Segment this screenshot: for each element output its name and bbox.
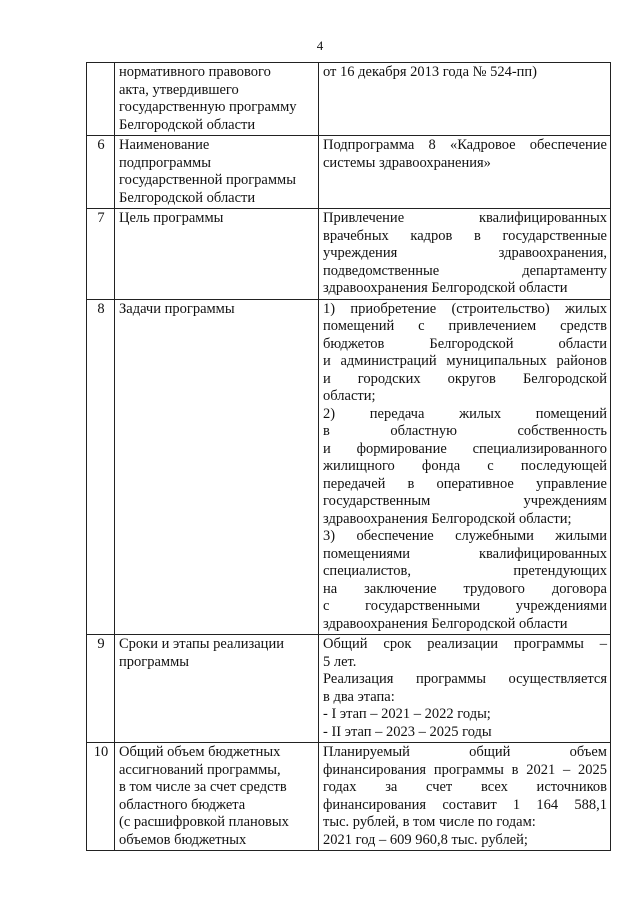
row-value-line: 1) приобретение (строительство) жилых	[323, 300, 607, 317]
row-value-line: с государственными учреждениями	[323, 598, 607, 614]
row-number: 10	[87, 743, 115, 851]
row-value-line: в областную собственность	[323, 423, 607, 439]
row-name-line: программы	[119, 653, 189, 670]
row-value	[319, 63, 611, 136]
row-name-line: государственную программу	[119, 99, 297, 115]
row-value-line: здравоохранения Белгородской области;	[323, 510, 572, 527]
row-name-line: Белгородской области	[119, 189, 256, 206]
row-name	[115, 743, 319, 851]
table-row	[87, 299, 611, 635]
row-value-line: врачебных кадров в государственные	[323, 227, 607, 244]
row-name	[115, 63, 319, 136]
row-name-line: государственной программы	[119, 172, 296, 188]
row-value	[319, 136, 611, 209]
row-number: 9	[87, 635, 115, 743]
row-name-line: Белгородской области	[119, 116, 256, 133]
table-row	[87, 743, 611, 851]
row-value-line: и администраций муниципальных районов	[323, 353, 607, 369]
row-name-line: Сроки и этапы реализации	[119, 636, 284, 652]
row-value-line: Привлечение квалифицированных	[323, 210, 607, 226]
row-name-line: Цель программы	[119, 210, 224, 226]
row-number	[87, 63, 115, 136]
row-value-line: государственным учреждениям	[323, 493, 607, 509]
row-value-line: специалистов, претендующих	[323, 563, 607, 579]
row-value-line: учреждения здравоохранения,	[323, 245, 607, 261]
row-value-line: от 16 декабря 2013 года № 524-пп)	[323, 64, 538, 80]
row-value-line: на заключение трудового договора	[323, 580, 607, 597]
row-name-line: подпрограммы	[119, 154, 211, 171]
row-value	[319, 209, 611, 300]
row-value-line: Общий срок реализации программы –	[323, 636, 607, 652]
table-row	[87, 63, 611, 136]
table-row	[87, 635, 611, 743]
row-name-line: Общий объем бюджетных	[119, 744, 281, 760]
row-value-line: 3) обеспечение служебными жилыми	[323, 528, 607, 544]
row-value	[319, 743, 611, 851]
table-row	[87, 136, 611, 209]
row-name-line: нормативного правового	[119, 64, 271, 80]
row-number: 6	[87, 136, 115, 209]
row-value-line: Подпрограмма 8 «Кадровое обеспечение	[323, 137, 607, 153]
row-value	[319, 635, 611, 743]
row-name-line: (с расшифровкой плановых	[119, 814, 289, 830]
row-value-line: тыс. рублей, в том числе по годам:	[323, 814, 536, 830]
row-value-line: помещений с привлечением средств	[323, 318, 607, 334]
row-name-line: акта, утвердившего	[119, 81, 239, 98]
row-value-line: бюджетов Белгородской области	[323, 335, 607, 352]
table-row	[87, 209, 611, 300]
passport-table	[86, 62, 611, 851]
row-value-line: и формирование специализированного	[323, 440, 607, 457]
row-value-line: системы здравоохранения»	[323, 154, 491, 171]
row-value-line: 5 лет.	[323, 653, 357, 670]
row-value-line: области;	[323, 388, 376, 404]
row-value-line: здравоохранения Белгородской области	[323, 615, 568, 632]
row-name-line: Задачи программы	[119, 300, 235, 317]
row-value-line: Реализация программы осуществляется	[323, 671, 607, 687]
row-value-line: в два этапа:	[323, 688, 395, 705]
row-name-line: объемов бюджетных	[119, 831, 247, 848]
row-name-line: в том числе за счет средств	[119, 779, 287, 795]
row-value-line: 2) передача жилых помещений	[323, 405, 607, 422]
row-name-line: Наименование	[119, 137, 210, 153]
row-name	[115, 635, 319, 743]
row-value-line: - II этап – 2023 – 2025 годы	[323, 723, 492, 740]
row-value	[319, 299, 611, 635]
row-name	[115, 209, 319, 300]
row-value-line: помещениями квалифицированных	[323, 545, 607, 562]
row-value-line: жилищного фонда с последующей	[323, 458, 607, 474]
row-name	[115, 299, 319, 635]
page-number: 4	[316, 38, 324, 53]
row-value-line: Планируемый общий объем	[323, 744, 607, 760]
row-name-line: областного бюджета	[119, 796, 246, 813]
row-value-line: здравоохранения Белгородской области	[323, 280, 568, 296]
row-number: 8	[87, 299, 115, 635]
row-value-line: финансирования составит 1 164 588,1	[323, 796, 607, 813]
row-name-line: ассигнований программы,	[119, 761, 281, 778]
row-value-line: финансирования программы в 2021 – 2025	[323, 761, 607, 778]
row-value-line: и городских округов Белгородской	[323, 370, 607, 387]
row-number: 7	[87, 209, 115, 300]
row-name	[115, 136, 319, 209]
row-value-line: передачей в оперативное управление	[323, 475, 607, 492]
row-value-line: 2021 год – 609 960,8 тыс. рублей;	[323, 831, 528, 848]
row-value-line: - I этап – 2021 – 2022 годы;	[323, 706, 491, 722]
row-value-line: подведомственные департаменту	[323, 262, 607, 279]
row-value-line: годах за счет всех источников	[323, 779, 607, 795]
